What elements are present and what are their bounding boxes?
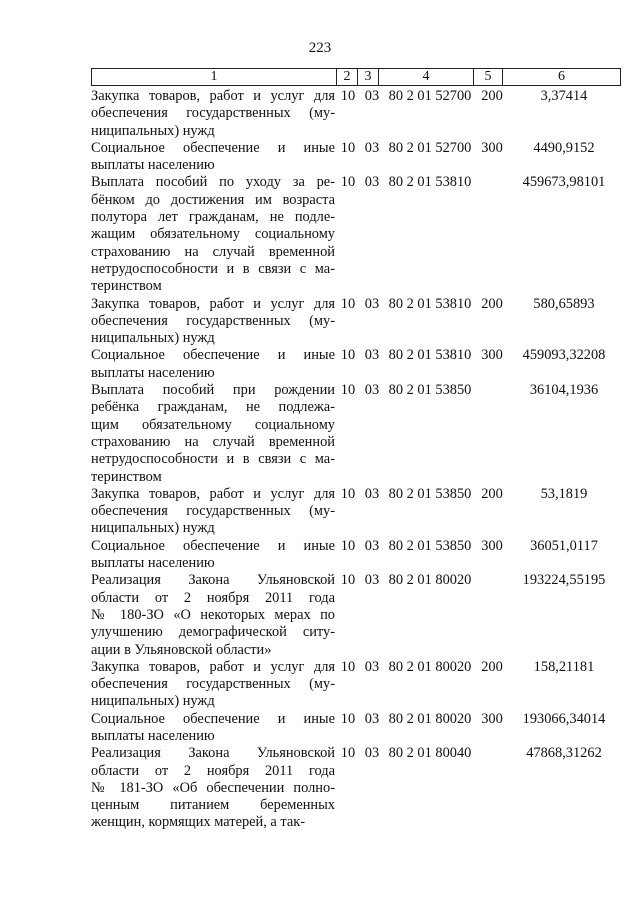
expense-type-code: 300 [481,537,503,554]
description-line: обеспечения государственных (му- [91,105,335,122]
description-line: ниципальных) нужд [91,520,215,537]
description-line: щим обязательному социальному [91,416,335,433]
description-line: Выплата пособий по уходу за ре- [91,174,335,191]
description-line: обеспечения государственных (му- [91,312,335,329]
expense-type-code: 300 [481,347,503,364]
target-article-code: 80 2 01 53850 [388,537,472,554]
description-line: страхованию на случай временной [91,243,335,260]
target-article-code: 80 2 01 80020 [388,710,472,727]
table-row [91,174,621,295]
amount-value: 36104,1936 [529,382,599,399]
amount-value: 47868,31262 [526,745,602,762]
subsection-code: 03 [364,745,380,762]
subsection-code: 03 [364,485,380,502]
description-line: теринством [91,278,162,295]
row-description [91,88,335,140]
description-line: выплаты населению [91,157,215,174]
table-row [91,745,621,831]
header-col-3: 3 [358,69,379,86]
amount-value: 193066,34014 [522,710,606,727]
table-row [91,538,621,573]
header-col-6: 6 [503,69,621,86]
table-row [91,296,621,348]
header-col-1: 1 [92,69,337,86]
subsection-code: 03 [364,572,380,589]
section-code: 10 [340,347,356,364]
row-description [91,538,335,573]
expense-type-code: 300 [481,710,503,727]
amount-value: 158,21181 [533,658,595,675]
description-line: Закупка товаров, работ и услуг для [91,658,335,675]
table-row [91,659,621,711]
description-line: бёнком до достижения им возраста [91,191,335,208]
description-line: области от 2 ноября 2011 года [91,762,335,779]
description-line: обеспечения государственных (му- [91,503,335,520]
target-article-code: 80 2 01 80020 [388,658,472,675]
header-col-5: 5 [474,69,503,86]
amount-value: 580,65893 [533,295,595,312]
column-header-table [91,68,621,86]
subsection-code: 03 [364,139,380,156]
amount-value: 53,1819 [540,485,588,502]
subsection-code: 03 [364,174,380,191]
description-line: Реализация Закона Ульяновской [91,745,335,762]
description-line: улучшению демографической ситу- [91,624,335,641]
target-article-code: 80 2 01 52700 [388,88,472,104]
expense-type-code: 300 [481,139,503,156]
description-line: ации в Ульяновской области» [91,641,272,658]
section-code: 10 [340,485,356,502]
row-description [91,140,335,175]
description-line: Социальное обеспечение и иные [91,347,335,364]
table-row [91,88,621,140]
section-code: 10 [340,572,356,589]
amount-value: 3,37414 [540,88,588,104]
description-line: ниципальных) нужд [91,122,215,139]
description-line: ребёнка гражданам, не подлежа- [91,399,335,416]
description-line: выплаты населению [91,727,215,744]
row-description [91,174,335,295]
description-line: Закупка товаров, работ и услуг для [91,485,335,502]
row-description [91,572,335,658]
description-line: нетрудоспособности и в связи с ма- [91,260,335,277]
amount-value: 193224,55195 [522,572,606,589]
target-article-code: 80 2 01 80040 [388,745,472,762]
description-line: выплаты населению [91,555,215,572]
subsection-code: 03 [364,537,380,554]
header-col-2: 2 [337,69,358,86]
subsection-code: 03 [364,347,380,364]
subsection-code: 03 [364,710,380,727]
table-row [91,486,621,538]
description-line: теринством [91,468,162,485]
amount-value: 459093,32208 [522,347,606,364]
description-line: Реализация Закона Ульяновской [91,572,335,589]
description-line: полутора лет гражданам, не подле- [91,209,335,226]
target-article-code: 80 2 01 53810 [388,347,472,364]
target-article-code: 80 2 01 53810 [388,174,472,191]
target-article-code: 80 2 01 53810 [388,295,472,312]
description-line: Закупка товаров, работ и услуг для [91,88,335,104]
target-article-code: 80 2 01 52700 [388,139,472,156]
description-line: Социальное обеспечение и иные [91,139,335,156]
description-line: № 181-ЗО «Об обеспечении полно- [91,779,335,796]
section-code: 10 [340,88,356,104]
section-code: 10 [340,710,356,727]
row-description [91,296,335,348]
description-line: Социальное обеспечение и иные [91,537,335,554]
target-article-code: 80 2 01 53850 [388,485,472,502]
target-article-code: 80 2 01 53850 [388,382,472,399]
table-row [91,347,621,382]
row-description [91,745,335,831]
section-code: 10 [340,139,356,156]
description-line: нетрудоспособности и в связи с ма- [91,451,335,468]
description-line: Социальное обеспечение и иные [91,710,335,727]
expense-type-code: 200 [481,658,503,675]
description-line: страхованию на случай временной [91,433,335,450]
section-code: 10 [340,658,356,675]
section-code: 10 [340,382,356,399]
amount-value: 36051,0117 [530,537,598,554]
section-code: 10 [340,174,356,191]
row-description [91,347,335,382]
target-article-code: 80 2 01 80020 [388,572,472,589]
description-line: обеспечения государственных (му- [91,676,335,693]
row-description [91,382,335,486]
description-line: ниципальных) нужд [91,330,215,347]
description-line: Выплата пособий при рождении [91,382,335,399]
row-description [91,659,335,711]
table-row [91,140,621,175]
table-row [91,572,621,658]
description-line: ниципальных) нужд [91,693,215,710]
description-line: женщин, кормящих матерей, а так- [91,814,306,831]
expense-type-code: 200 [481,88,503,104]
table-row [91,711,621,746]
subsection-code: 03 [364,658,380,675]
expense-type-code: 200 [481,295,503,312]
table-row [91,382,621,486]
description-line: жащим обязательному социальному [91,226,335,243]
row-description [91,711,335,746]
subsection-code: 03 [364,88,380,104]
description-line: № 180-ЗО «О некоторых мерах по [91,606,335,623]
amount-value: 4490,9152 [533,139,595,156]
amount-value: 459673,98101 [522,174,606,191]
subsection-code: 03 [364,295,380,312]
subsection-code: 03 [364,382,380,399]
description-line: выплаты населению [91,364,215,381]
section-code: 10 [340,537,356,554]
section-code: 10 [340,295,356,312]
section-code: 10 [340,745,356,762]
page-number: 223 [308,40,332,56]
description-line: области от 2 ноября 2011 года [91,589,335,606]
expense-type-code: 200 [481,485,503,502]
row-description [91,486,335,538]
header-col-4: 4 [379,69,474,86]
budget-rows [91,88,621,832]
description-line: Закупка товаров, работ и услуг для [91,295,335,312]
description-line: ценным питанием беременных [91,797,335,814]
